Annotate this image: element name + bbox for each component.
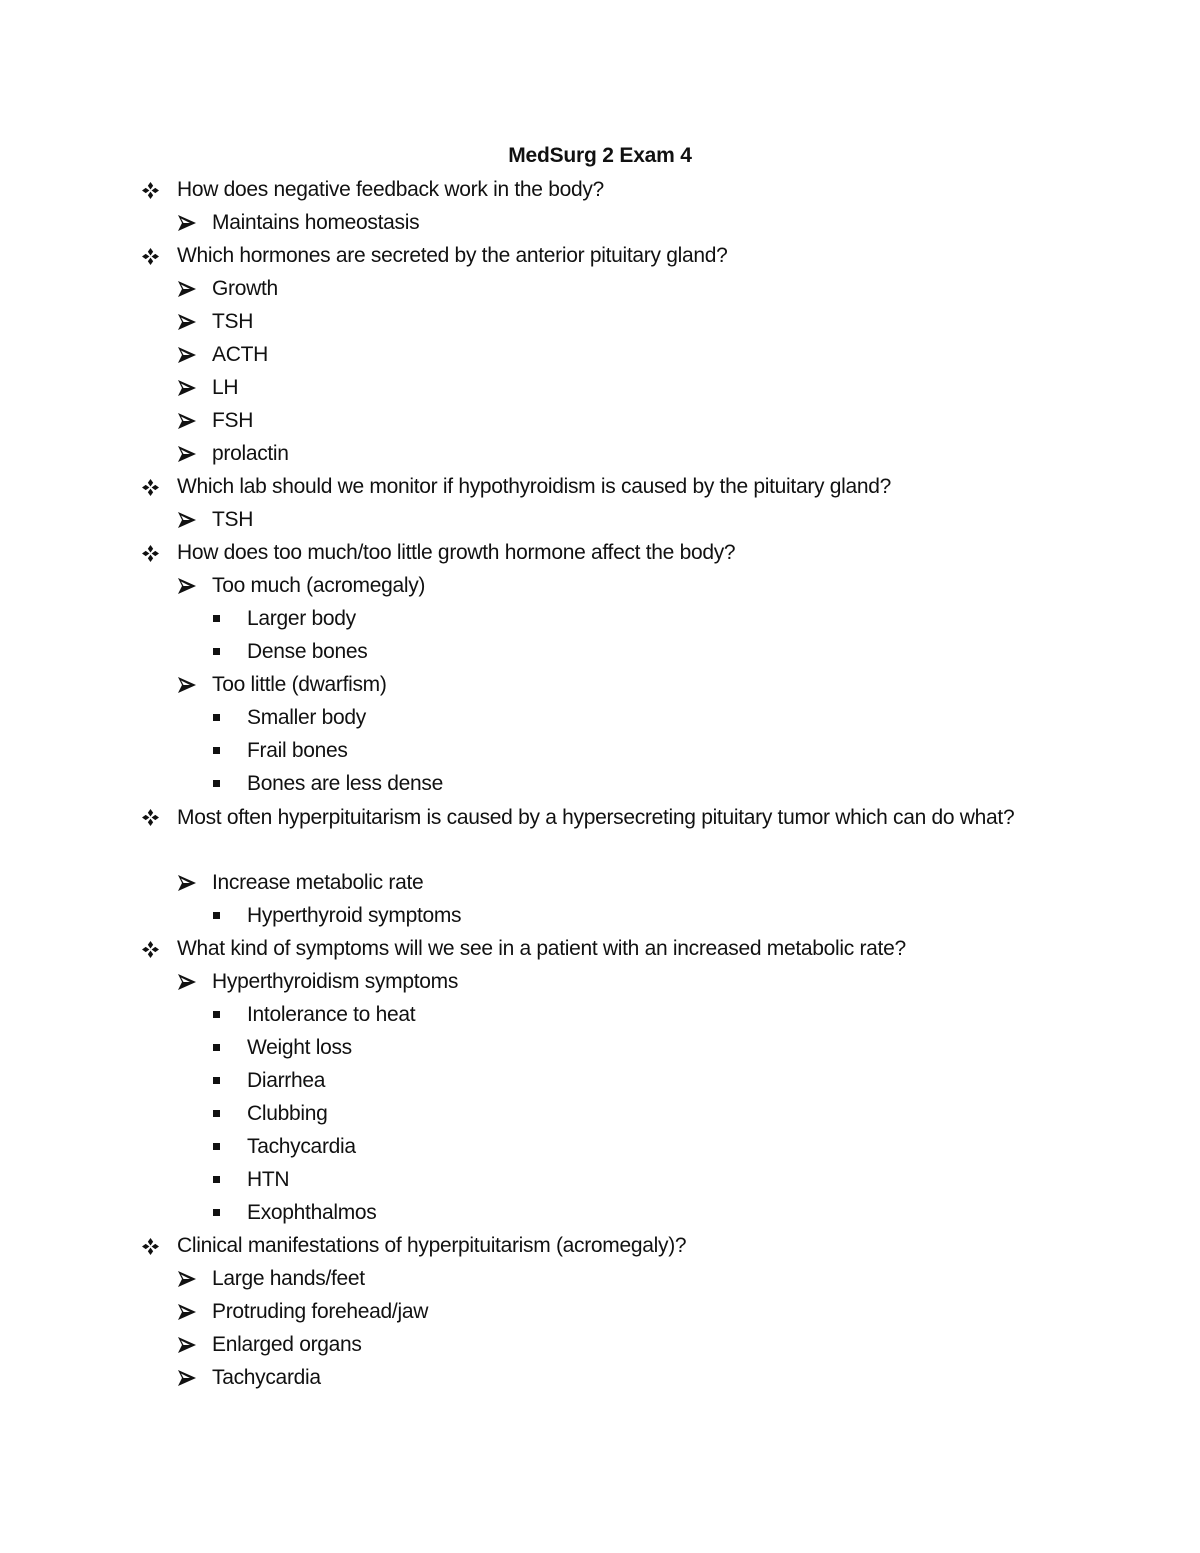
outline-item-level-3	[0, 604, 1200, 637]
outline-item-level-1	[0, 802, 1200, 868]
outline-item-text: Larger body	[247, 607, 356, 630]
outline-item-text: Intolerance to heat	[247, 1003, 416, 1026]
outline-item-level-3	[0, 1198, 1200, 1231]
outline-item-text: Weight loss	[247, 1036, 352, 1059]
four-diamond-bullet-icon	[142, 241, 159, 265]
outline-item-text: prolactin	[212, 442, 289, 465]
arrowhead-bullet-icon	[178, 373, 196, 396]
four-diamond-bullet-icon	[142, 802, 159, 826]
outline-item-level-3	[0, 1132, 1200, 1165]
four-diamond-bullet-icon	[142, 472, 159, 496]
arrowhead-bullet-icon	[178, 670, 196, 693]
outline-item-level-3	[0, 1099, 1200, 1132]
arrowhead-bullet-icon	[178, 1297, 196, 1320]
outline-item-text: LH	[212, 376, 239, 399]
outline-item-level-3	[0, 769, 1200, 802]
outline-item-text: Exophthalmos	[247, 1201, 377, 1224]
outline-item-text: Clubbing	[247, 1102, 328, 1125]
square-bullet-icon	[213, 1110, 220, 1117]
outline-item-level-2	[0, 967, 1200, 1000]
outline-item-level-1	[0, 472, 1200, 505]
outline-item-level-3	[0, 637, 1200, 670]
outline-item-text: Hyperthyroidism symptoms	[212, 970, 459, 993]
outline-item-text: Which hormones are secreted by the anterior pituitary gland?	[177, 244, 728, 267]
outline-item-text: HTN	[247, 1168, 290, 1191]
outline-item-level-2	[0, 670, 1200, 703]
outline-item-text: How does negative feedback work in the body?	[177, 178, 604, 201]
outline-item-level-2	[0, 505, 1200, 538]
outline-item-level-1	[0, 1231, 1200, 1264]
outline-item-level-3	[0, 1000, 1200, 1033]
outline-item-text: TSH	[212, 310, 254, 333]
square-bullet-icon	[213, 1011, 220, 1018]
outline-item-level-3	[0, 901, 1200, 934]
outline-item-text: Enlarged organs	[212, 1333, 362, 1356]
outline-item-level-2	[0, 439, 1200, 472]
outline-item-level-2	[0, 1264, 1200, 1297]
arrowhead-bullet-icon	[178, 967, 196, 990]
question-list	[0, 175, 1200, 1396]
outline-item-level-1	[0, 934, 1200, 967]
arrowhead-bullet-icon	[178, 1264, 196, 1287]
arrowhead-bullet-icon	[178, 406, 196, 429]
outline-item-level-2	[0, 1297, 1200, 1330]
outline-item-text: Tachycardia	[247, 1135, 356, 1158]
outline-item-text: FSH	[212, 409, 254, 432]
outline-item-text: Diarrhea	[247, 1069, 326, 1092]
square-bullet-icon	[213, 615, 220, 622]
outline-item-text: Too little (dwarfism)	[212, 673, 387, 696]
square-bullet-icon	[213, 747, 220, 754]
square-bullet-icon	[213, 1077, 220, 1084]
square-bullet-icon	[213, 714, 220, 721]
outline-item-level-2	[0, 1330, 1200, 1363]
four-diamond-bullet-icon	[142, 934, 159, 958]
outline-item-text: What kind of symptoms will we see in a patient with an increased metabolic rate?	[177, 937, 906, 960]
outline-item-level-2	[0, 868, 1200, 901]
outline-item-text: Increase metabolic rate	[212, 871, 424, 894]
arrowhead-bullet-icon	[178, 439, 196, 462]
outline-item-level-3	[0, 1066, 1200, 1099]
outline-item-text: Dense bones	[247, 640, 368, 663]
arrowhead-bullet-icon	[178, 505, 196, 528]
outline-item-level-2	[0, 340, 1200, 373]
outline-item-level-1	[0, 175, 1200, 208]
arrowhead-bullet-icon	[178, 868, 196, 891]
outline-item-level-2	[0, 1363, 1200, 1396]
outline-item-text: Which lab should we monitor if hypothyroidism is caused by the pituitary gland?	[177, 475, 892, 498]
four-diamond-bullet-icon	[142, 1231, 159, 1255]
arrowhead-bullet-icon	[178, 307, 196, 330]
arrowhead-bullet-icon	[178, 208, 196, 231]
outline-item-level-2	[0, 571, 1200, 604]
square-bullet-icon	[213, 1176, 220, 1183]
outline-item-level-3	[0, 703, 1200, 736]
arrowhead-bullet-icon	[178, 274, 196, 297]
outline-item-text: Smaller body	[247, 706, 366, 729]
arrowhead-bullet-icon	[178, 571, 196, 594]
outline-item-text: Growth	[212, 277, 278, 300]
four-diamond-bullet-icon	[142, 538, 159, 562]
outline-item-level-2	[0, 373, 1200, 406]
arrowhead-bullet-icon	[178, 1363, 196, 1386]
four-diamond-bullet-icon	[142, 175, 159, 199]
outline-item-text: TSH	[212, 508, 254, 531]
outline-item-level-3	[0, 1033, 1200, 1066]
square-bullet-icon	[213, 780, 220, 787]
outline-item-text: Bones are less dense	[247, 772, 443, 795]
outline-item-text: Too much (acromegaly)	[212, 574, 426, 597]
arrowhead-bullet-icon	[178, 1330, 196, 1353]
outline-item-text: Large hands/feet	[212, 1267, 365, 1290]
outline-item-level-3	[0, 736, 1200, 769]
outline-item-level-1	[0, 538, 1200, 571]
arrowhead-bullet-icon	[178, 340, 196, 363]
outline-item-level-1	[0, 241, 1200, 274]
outline-item-level-2	[0, 406, 1200, 439]
outline-item-level-2	[0, 208, 1200, 241]
outline-item-text: Tachycardia	[212, 1366, 321, 1389]
outline-item-text: ACTH	[212, 343, 268, 366]
square-bullet-icon	[213, 1044, 220, 1051]
outline-item-text: How does too much/too little growth hormone affect the body?	[177, 541, 736, 564]
outline-item-text: Protruding forehead/jaw	[212, 1300, 429, 1323]
square-bullet-icon	[213, 1143, 220, 1150]
outline-item-text: Frail bones	[247, 739, 348, 762]
square-bullet-icon	[213, 912, 220, 919]
outline-item-level-3	[0, 1165, 1200, 1198]
outline-item-level-2	[0, 307, 1200, 340]
outline-item-text: Clinical manifestations of hyperpituitarism (acromegaly)?	[177, 1234, 687, 1257]
page-title: MedSurg 2 Exam 4	[508, 144, 692, 167]
square-bullet-icon	[213, 648, 220, 655]
outline-item-text: Maintains homeostasis	[212, 211, 420, 234]
outline-item-text: Hyperthyroid symptoms	[247, 904, 462, 927]
outline-item-level-2	[0, 274, 1200, 307]
square-bullet-icon	[213, 1209, 220, 1216]
outline-item-text: Most often hyperpituitarism is caused by a hypersecreting pituitary tumor which can do what?	[177, 806, 1015, 829]
